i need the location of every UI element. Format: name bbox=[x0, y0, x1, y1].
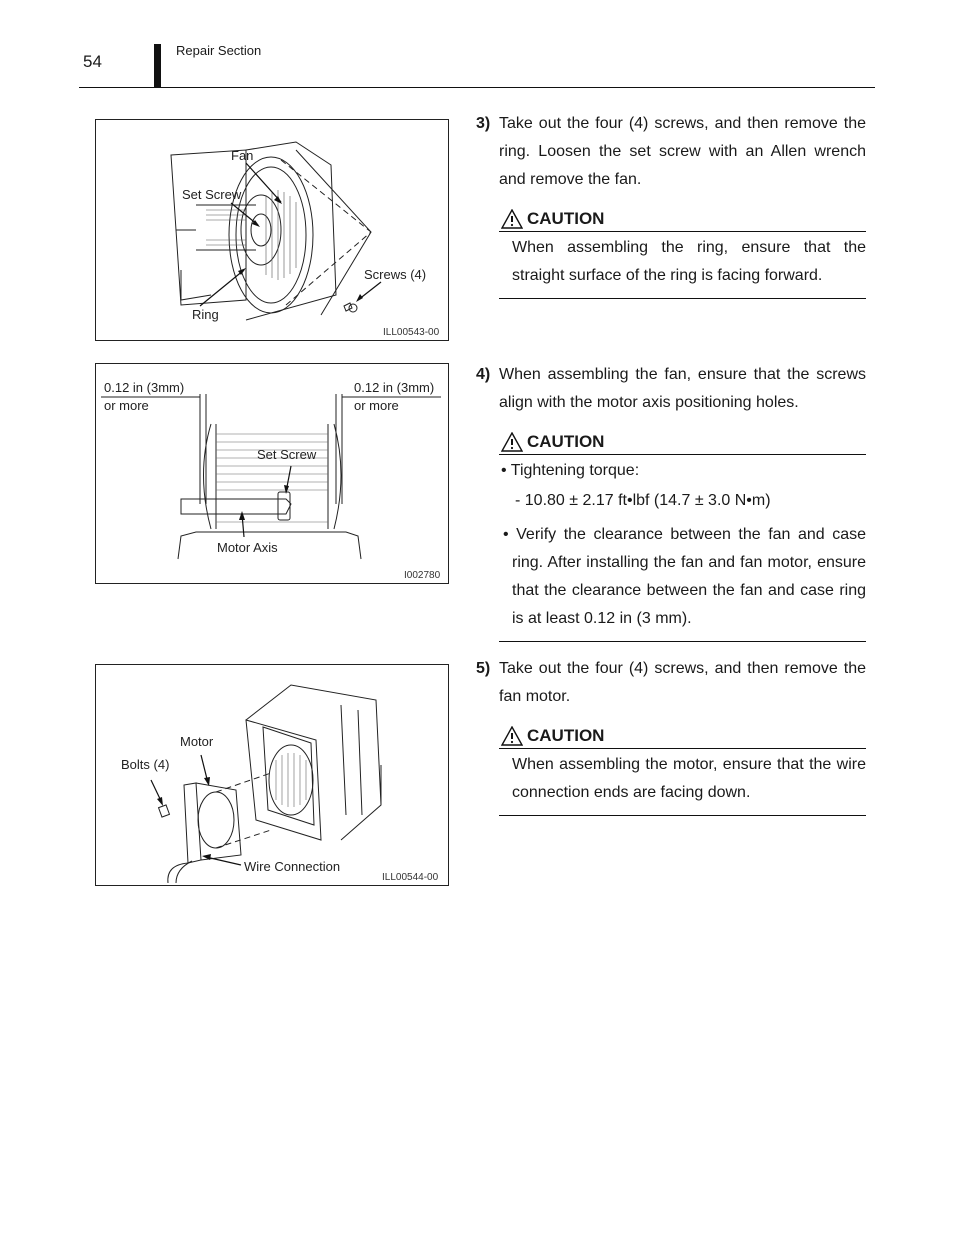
warning-icon bbox=[501, 726, 523, 746]
label-set-screw: Set Screw bbox=[182, 187, 242, 202]
label-ring: Ring bbox=[192, 307, 219, 322]
label-fan: Fan bbox=[231, 148, 254, 163]
header-bar bbox=[154, 44, 161, 88]
caution-title: CAUTION bbox=[527, 432, 605, 451]
caution-text: When assembling the ring, ensure that the straight surface of the ring is facing forward. bbox=[499, 232, 866, 299]
caution-title: CAUTION bbox=[527, 209, 605, 228]
caution-box-3 bbox=[499, 724, 866, 816]
caution-title: CAUTION bbox=[527, 726, 605, 745]
label-wire-connection: Wire Connection bbox=[244, 859, 341, 874]
step-text: When assembling the fan, ensure that the screws align with the motor axis positioning holes. bbox=[499, 366, 866, 411]
warning-icon bbox=[501, 209, 523, 229]
label-left-clearance: 0.12 in (3mm) bbox=[104, 380, 185, 395]
caution-box-1 bbox=[499, 207, 866, 299]
label-screws: Screws (4) bbox=[364, 267, 427, 282]
label-motor: Motor bbox=[180, 734, 214, 749]
torque-bullet: • Tightening torque: bbox=[501, 462, 640, 479]
caution-text: When assembling the motor, ensure that the wire connection ends are facing down. bbox=[499, 749, 866, 816]
warning-icon bbox=[501, 432, 523, 452]
figure-fan-removal bbox=[95, 119, 449, 341]
fan-illustration bbox=[96, 120, 448, 340]
step-number: 4) bbox=[476, 366, 491, 383]
label-set-screw: Set Screw bbox=[257, 447, 317, 462]
step-5 bbox=[476, 655, 866, 711]
section-title: Repair Section bbox=[176, 43, 262, 58]
caution-header bbox=[499, 207, 866, 232]
step-number: 3) bbox=[476, 115, 491, 132]
label-right-clearance: 0.12 in (3mm) bbox=[354, 380, 435, 395]
figure-code: I002780 bbox=[404, 570, 441, 581]
label-right-or-more: or more bbox=[354, 398, 399, 413]
caution-header bbox=[499, 724, 866, 749]
step-text: Take out the four (4) screws, and then remove the ring. Loosen the set screw with an Allen wrench and remove the fan. bbox=[499, 115, 866, 188]
label-bolts: Bolts (4) bbox=[121, 757, 170, 772]
label-left-or-more: or more bbox=[104, 398, 149, 413]
step-4 bbox=[476, 361, 866, 417]
page-number: 54 bbox=[83, 52, 102, 71]
clearance-bullet: • Verify the clearance between the fan and case ring. After installing the fan and fan motor, ensure that the clearance between the fan and case ring is at least 0.12 in (3 mm). bbox=[503, 526, 866, 627]
step-text: Take out the four (4) screws, and then remove the fan motor. bbox=[499, 660, 866, 705]
label-motor-axis: Motor Axis bbox=[217, 540, 278, 555]
caution-box-2 bbox=[499, 430, 866, 642]
figure-code: ILL00544-00 bbox=[382, 872, 439, 883]
step-3 bbox=[476, 110, 866, 194]
caution-body bbox=[499, 455, 866, 642]
figure-motor-removal bbox=[95, 664, 449, 886]
caution-header bbox=[499, 430, 866, 455]
motor-illustration bbox=[96, 665, 448, 885]
figure-fan-clearance bbox=[95, 363, 449, 584]
torque-value: - 10.80 ± 2.17 ft•lbf (14.7 ± 3.0 N•m) bbox=[515, 492, 771, 509]
figure-code: ILL00543-00 bbox=[383, 327, 440, 338]
step-number: 5) bbox=[476, 660, 491, 677]
header-rule bbox=[79, 87, 875, 88]
